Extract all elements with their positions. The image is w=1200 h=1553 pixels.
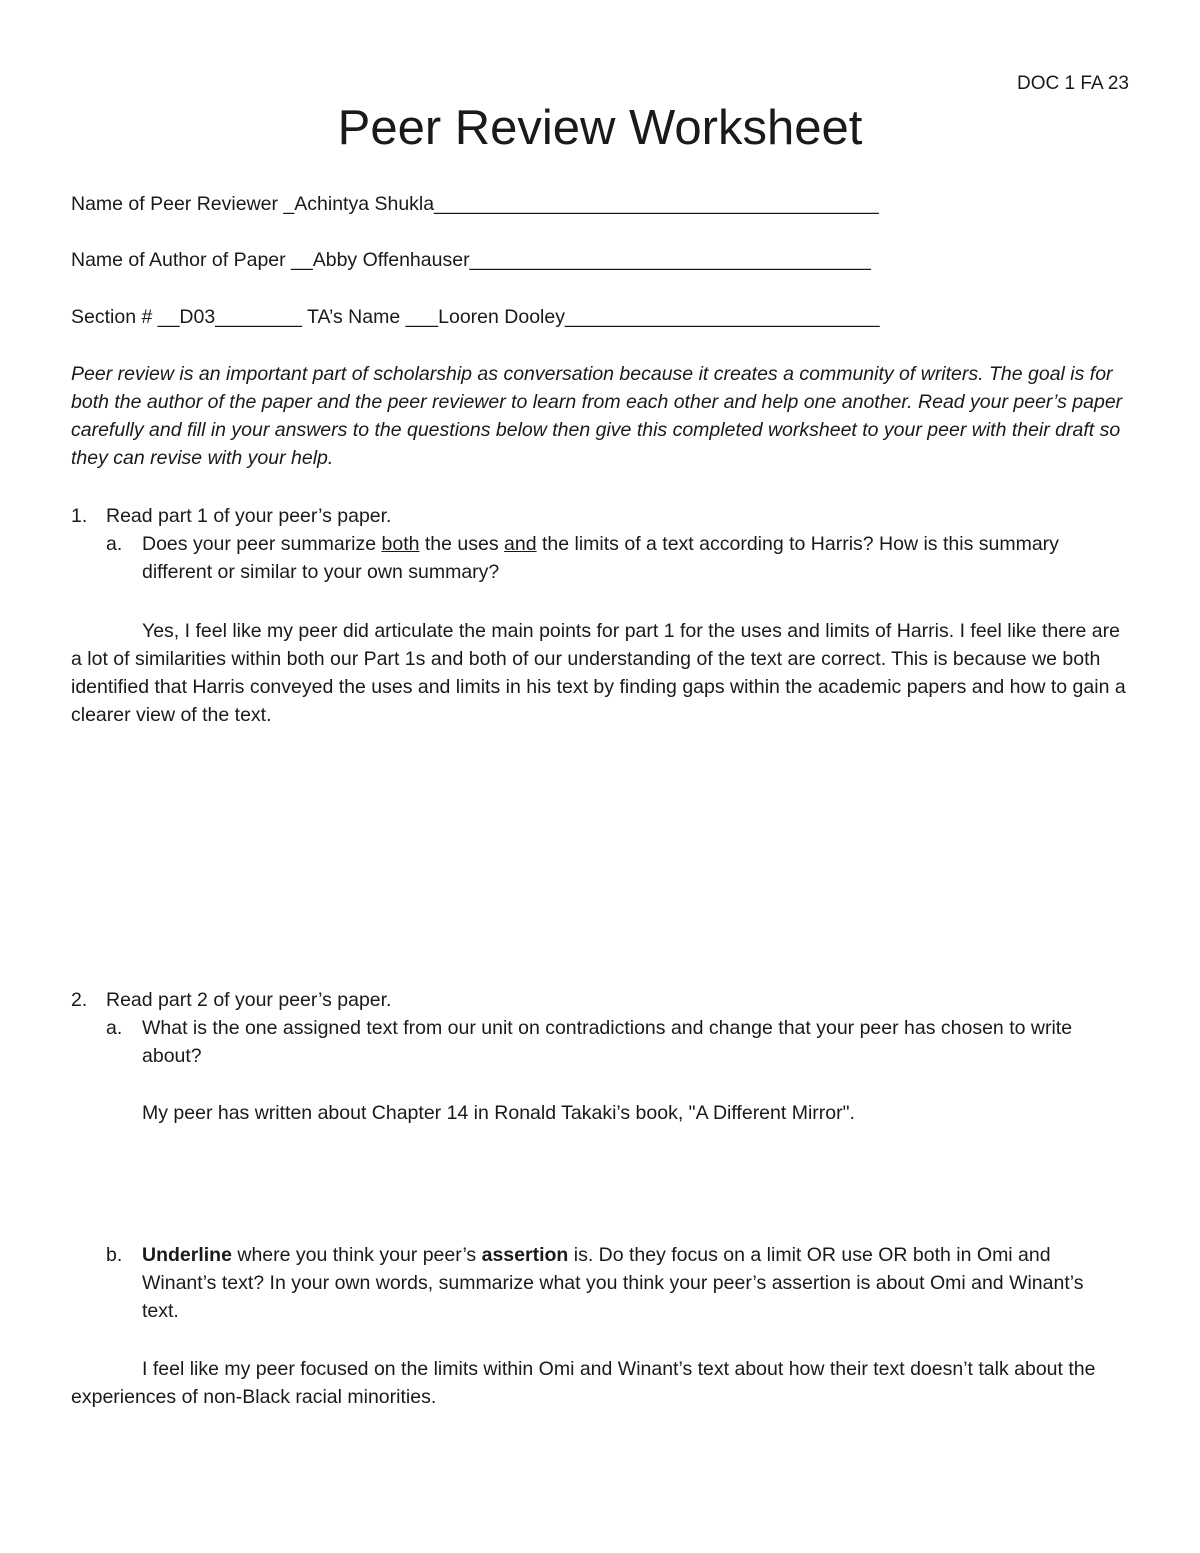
intro-paragraph: Peer review is an important part of scholarship as conversation because it creates a community of writers. The goal is for both the author of the paper and the peer reviewer to learn from each other and help one another. Read your peer’s paper carefully and fill in your answers to the questions below then give this completed worksheet to your peer with their draft so they can revise with your help. [71,363,1123,469]
question-1-number: 1. [71,505,88,527]
underlined-and: and [504,533,537,555]
question-2b-letter: b. [106,1244,123,1266]
question-2b-part: is. Do they focus on a limit OR use OR both in Omi and Winant’s text? In your own words, summarize what you think your peer’s assertion is about Omi and Winant’s text. [142,1244,1084,1322]
question-1a-part: the limits of a text according to Harris? How is this summary different or similar to your own summary? [142,533,1059,583]
question-2a-letter: a. [106,1017,123,1039]
question-2b-part: where you think your peer’s [231,1244,482,1266]
question-2b-text [142,1241,1107,1325]
question-2a-answer: My peer has written about Chapter 14 in Ronald Takaki’s book, "A Different Mirror". [142,1102,855,1124]
author-name-field: Name of Author of Paper __Abby Offenhauser_____________________________________ [71,249,871,271]
section-ta-field: Section # __D03________ TA’s Name ___Looren Dooley_____________________________ [71,306,880,328]
question-2-text: Read part 2 of your peer’s paper. [106,989,392,1011]
question-1a-part: the uses [419,533,505,555]
doc-code: DOC 1 FA 23 [1017,73,1129,94]
bold-assertion-word: assertion [481,1244,569,1266]
bold-underline-word: Underline [142,1244,232,1266]
question-1a-text [142,530,1102,586]
page-title: Peer Review Worksheet [337,101,863,155]
underlined-both: both [381,533,420,555]
question-1a-letter: a. [106,533,123,555]
question-1a-answer: Yes, I feel like my peer did articulate the main points for part 1 for the uses and limits of Harris. I feel like there are a lot of similarities within both our Part 1s and both of our understanding of the text are correct. This is because we both identified that Harris conveyed the uses and limits in his text by finding gaps within the academic papers and how to gain a clearer view of the text. [71,620,1126,726]
question-1-text: Read part 1 of your peer’s paper. [106,505,392,527]
question-2-number: 2. [71,989,88,1011]
question-2b-answer: I feel like my peer focused on the limits within Omi and Winant’s text about how their text doesn’t talk about the experiences of non-Black racial minorities. [71,1358,1096,1408]
question-1a-part: Does your peer summarize [142,533,382,555]
question-2a-text: What is the one assigned text from our unit on contradictions and change that your peer has chosen to write about? [142,1017,1073,1067]
reviewer-name-field: Name of Peer Reviewer _Achintya Shukla_________________________________________ [71,193,879,215]
